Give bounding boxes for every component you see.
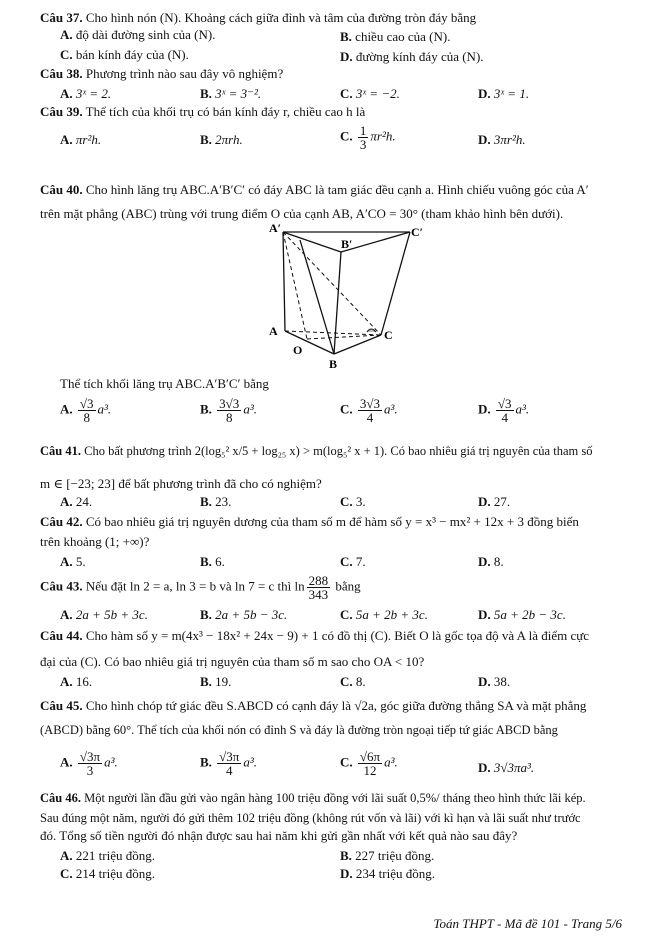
q44-option-c: C. 8.: [340, 674, 366, 689]
q41-option-a: A. 24.: [60, 494, 93, 509]
q41-stem-line2: m ∈ [−23; 23] để bất phương trình đã cho có nghiệm?: [40, 476, 322, 491]
q46-stem-line3: đó. Tổng số tiền người đó nhận được sau hai năm khi gửi gần nhất với kết quả nào sau đây?: [40, 828, 518, 843]
q44-option-a: A. 16.: [60, 674, 93, 689]
q43-option-a: A. 2a + 5b + 3c.: [60, 607, 148, 622]
q39-stem: Câu 39. Thể tích của khối trụ có bán kính đáy r, chiều cao h là: [40, 104, 366, 119]
q44-option-d: D. 38.: [478, 674, 511, 689]
label-c-prime: C′: [411, 225, 424, 239]
q37-option-c: C. bán kính đáy của (N).: [60, 47, 189, 62]
q37-option-d: D. đường kính đáy của (N).: [340, 49, 484, 64]
q39-option-c: C. $\frac{1}{3}$ πr²h.: [340, 123, 396, 152]
label-c: C: [384, 328, 393, 342]
q38-option-d: D. 3ˣ = 1.: [478, 86, 530, 101]
q42-option-b: B. 6.: [200, 554, 225, 569]
q37-option-b: B. chiều cao của (N).: [340, 29, 451, 44]
q41-option-d: D. 27.: [478, 494, 511, 509]
q44-option-b: B. 19.: [200, 674, 232, 689]
q41-option-c: C. 3.: [340, 494, 366, 509]
label-b: B: [329, 357, 338, 371]
q42-stem-line1: Câu 42. Có bao nhiêu giá trị nguyên dương của tham số m để hàm số y = x³ − mx² + 12x + 3 đồng biến: [40, 514, 579, 529]
q46-stem-line1: Câu 46. Một người lần đầu gửi vào ngân hàng 100 triệu đồng với lãi suất 0,5%/ tháng theo hình thức lãi kép.: [40, 791, 586, 805]
q43-stem: Câu 43. Nếu đặt ln 2 = a, ln 3 = b và ln 7 = c thì ln $\frac{288}{343}$ bằng: [40, 573, 361, 602]
q46-stem-line2: Sau đúng một năm, người đó gửi thêm 102 triệu đồng (không rút vốn và lãi) với kì hạn và lãi suất như trước: [40, 811, 581, 825]
q39-option-b: B. 2πrh.: [200, 132, 243, 147]
label-a: A: [269, 324, 278, 338]
q42-option-a: A. 5.: [60, 554, 86, 569]
prism-figure: [255, 222, 425, 372]
q42-option-d: D. 8.: [478, 554, 504, 569]
q43-option-c: C. 5a + 2b + 3c.: [340, 607, 428, 622]
label-o: O: [293, 343, 303, 357]
q46-option-b: B. 227 triệu đồng.: [340, 848, 435, 863]
q37-stem: Câu 37. Cho hình nón (N). Khoảng cách giữa đỉnh và tâm của đường tròn đáy bằng: [40, 10, 477, 25]
q38-stem: Câu 38. Phương trình nào sau đây vô nghiệm?: [40, 66, 284, 81]
q40-stem-line3: Thể tích khối lăng trụ ABC.A′B′C′ bằng: [60, 376, 269, 391]
q37-option-a: A. độ dài đường sinh của (N).: [60, 27, 216, 42]
q43-option-d: D. 5a + 2b − 3c.: [478, 607, 566, 622]
q46-option-c: C. 214 triệu đồng.: [60, 866, 155, 881]
label-a-prime: A′: [269, 222, 282, 235]
label-b-prime: B′: [341, 237, 353, 251]
q45-option-b: B. $\frac{√3\pi}{4}$ a³.: [200, 749, 258, 778]
q40-option-c: C. $\frac{3√3}{4}$ a³.: [340, 396, 398, 425]
q40-option-d: D. $\frac{√3}{4}$ a³.: [478, 396, 530, 425]
q40-option-b: B. $\frac{3√3}{8}$ a³.: [200, 396, 257, 425]
q41-option-b: B. 23.: [200, 494, 232, 509]
q40-stem-line2: trên mặt phẳng (ABC) trùng với trung điểm O của cạnh AB, A′CO = 30° (tham khảo hình bên dưới).: [40, 206, 564, 221]
q44-stem-line1: Câu 44. Cho hàm số y = m(4x³ − 18x² + 24x − 9) + 1 có đồ thị (C). Biết O là gốc tọa độ và A là điểm cực: [40, 628, 590, 643]
q38-option-b: B. 3ˣ = 3⁻².: [200, 86, 262, 101]
q46-option-d: D. 234 triệu đồng.: [340, 866, 435, 881]
q40-stem-line1: Câu 40. Cho hình lăng trụ ABC.A′B′C′ có đáy ABC là tam giác đều cạnh a. Hình chiếu vuông góc của A′: [40, 182, 589, 197]
q45-option-d: D. 3√3πa³.: [478, 760, 535, 775]
q45-stem-line1: Câu 45. Cho hình chóp tứ giác đều S.ABCD có cạnh đáy là √2a, góc giữa đường thẳng SA và mặt phẳng: [40, 698, 587, 713]
q46-option-a: A. 221 triệu đồng.: [60, 848, 155, 863]
q45-option-a: A. $\frac{√3\pi}{3}$ a³.: [60, 749, 118, 778]
q38-option-a: A. 3ˣ = 2.: [60, 86, 112, 101]
q45-stem-line2: (ABCD) bằng 60°. Thể tích của khối nón có đỉnh S và đáy là đường tròn ngoại tiếp tứ giác ABCD bằng: [40, 723, 558, 737]
q40-option-a: A. $\frac{√3}{8}$ a³.: [60, 396, 112, 425]
q45-option-c: C. $\frac{√6\pi}{12}$ a³.: [340, 749, 398, 778]
q41-stem-line1: Câu 41. Cho bất phương trình 2(log₅² x/5 + log₂₅ x) > m(log₅² x + 1). Có bao nhiêu giá trị nguyên của tham số: [40, 444, 593, 458]
page-footer: Toán THPT - Mã đề 101 - Trang 5/6: [433, 916, 622, 931]
q38-option-c: C. 3ˣ = −2.: [340, 86, 400, 101]
q43-option-b: B. 2a + 5b − 3c.: [200, 607, 288, 622]
q39-option-d: D. 3πr²h.: [478, 132, 526, 147]
q42-stem-line2: trên khoảng (1; +∞)?: [40, 534, 150, 549]
q39-option-a: A. πr²h.: [60, 132, 102, 147]
q42-option-c: C. 7.: [340, 554, 366, 569]
q44-stem-line2: đại của (C). Có bao nhiêu giá trị nguyên của tham số m sao cho OA < 10?: [40, 654, 425, 669]
